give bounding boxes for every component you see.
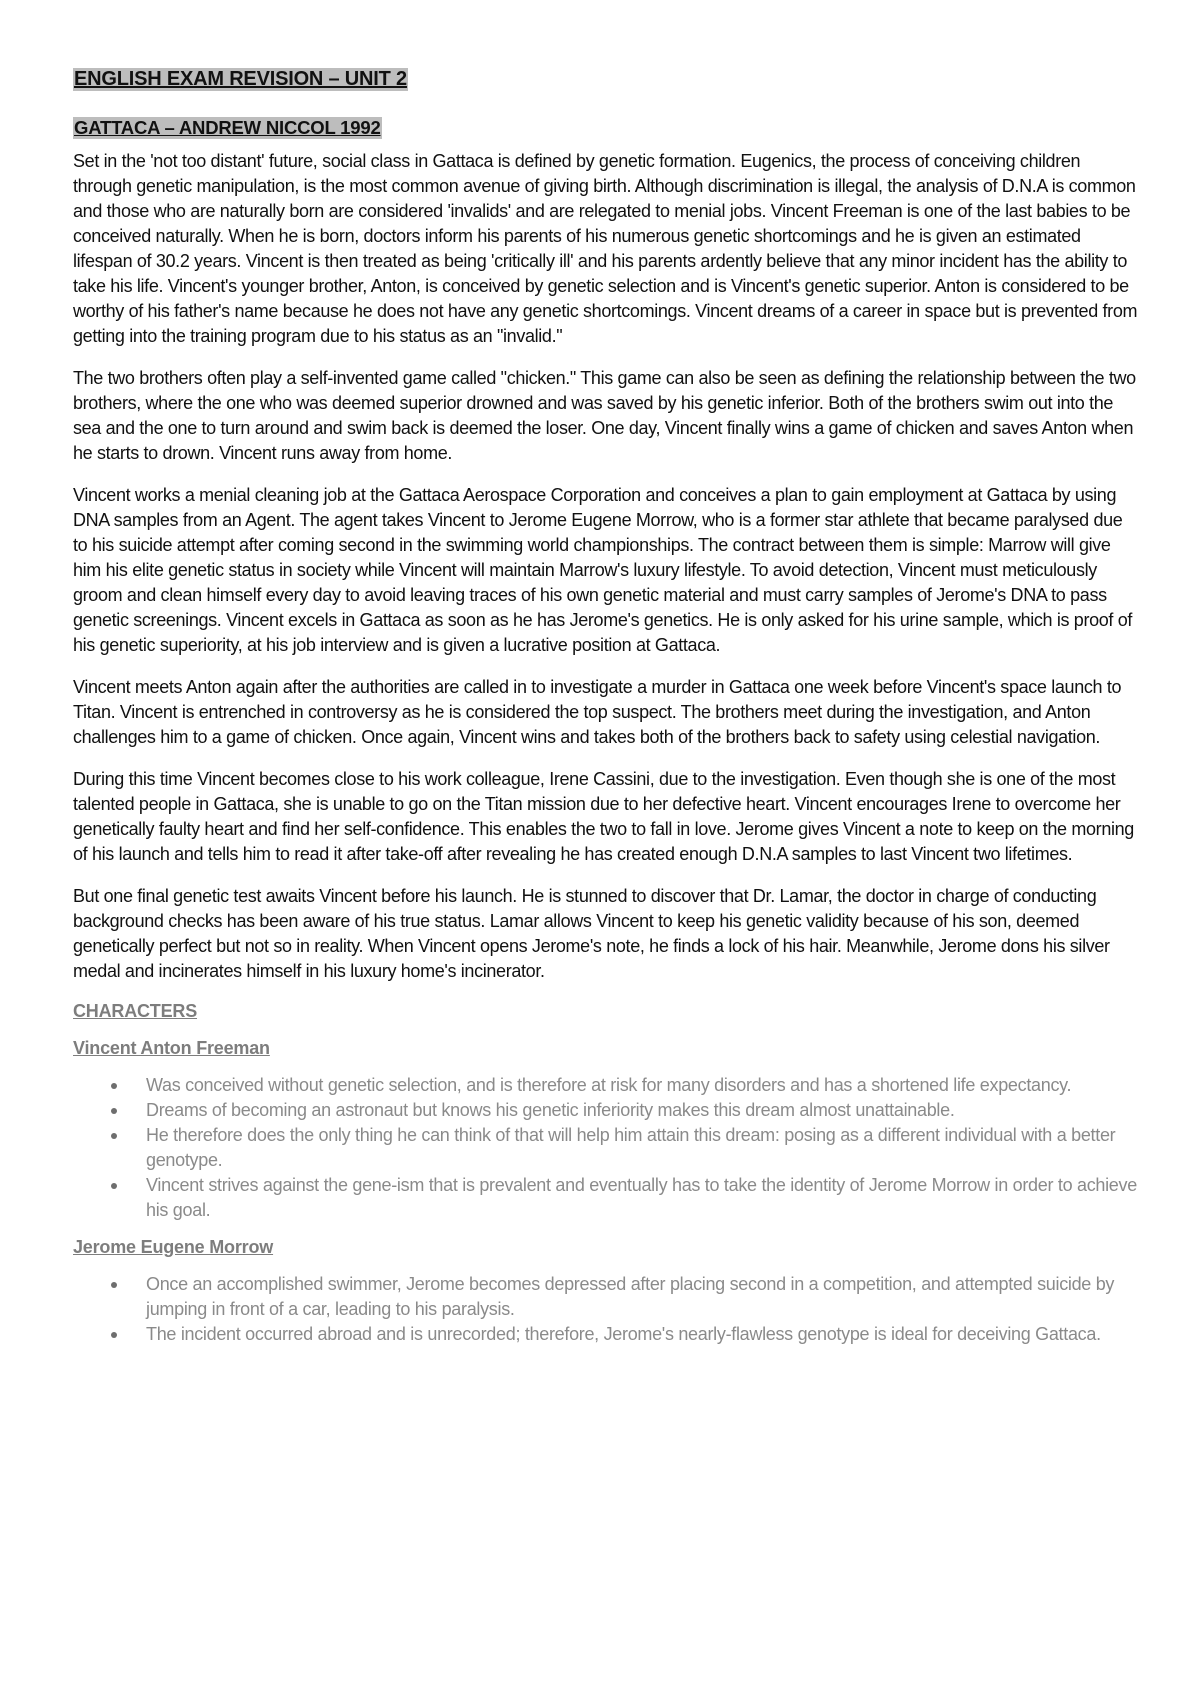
bullet-icon: [111, 1282, 117, 1288]
synopsis-paragraph: But one final genetic test awaits Vincent before his launch. He is stunned to discover that Dr. Lamar, the doctor in charge of conducting background checks has been aware of his true status. Lamar allows Vincent to keep his genetic validity because of his son, deemed genetically perfect but not so in reality. When Vincent opens Jerome's note, he finds a lock of his hair. Meanwhile, Jerome dons his silver medal and incinerates himself in his luxury home's incinerator.: [73, 886, 1110, 981]
bullet-icon: [111, 1083, 117, 1089]
document-page: [73, 68, 1138, 1361]
list-item: [73, 1322, 1138, 1347]
list-item-text: He therefore does the only thing he can think of that will help him attain this dream: posing as a different individual with a better genotype.: [146, 1125, 1116, 1170]
list-item: [73, 1073, 1138, 1098]
character-points-jerome: [73, 1272, 1138, 1347]
list-item: [73, 1173, 1138, 1223]
list-item-text: Once an accomplished swimmer, Jerome becomes depressed after placing second in a competition, and attempted suicide by jumping in front of a car, leading to his paralysis.: [146, 1274, 1115, 1319]
character-name-vincent: Vincent Anton Freeman: [73, 1038, 270, 1058]
synopsis-paragraph: During this time Vincent becomes close to his work colleague, Irene Cassini, due to the investigation. Even though she is one of the most talented people in Gattaca, she is unable to go on the Titan mission due to her defective heart. Vincent encourages Irene to overcome her genetically faulty heart and find her self-confidence. This enables the two to fall in love. Jerome gives Vincent a note to keep on the morning of his launch and tells him to read it after take-off after revealing he has created enough D.N.A samples to last Vincent two lifetimes.: [73, 769, 1134, 864]
list-item-text: Vincent strives against the gene-ism that is prevalent and eventually has to take the identity of Jerome Morrow in order to achieve his goal.: [146, 1175, 1137, 1220]
bullet-icon: [111, 1332, 117, 1338]
characters-heading: CHARACTERS: [73, 1001, 198, 1021]
synopsis-paragraph: Vincent meets Anton again after the authorities are called in to investigate a murder in Gattaca one week before Vincent's space launch to Titan. Vincent is entrenched in controversy as he is considered the top suspect. The brothers meet during the investigation, and Anton challenges him to a game of chicken. Once again, Vincent wins and takes both of the brothers back to safety using celestial navigation.: [73, 677, 1122, 747]
character-points-vincent: [73, 1073, 1138, 1223]
list-item: [73, 1272, 1138, 1322]
bullet-icon: [111, 1133, 117, 1139]
document-subtitle: GATTACA – ANDREW NICCOL 1992: [74, 117, 381, 138]
list-item-text: The incident occurred abroad and is unrecorded; therefore, Jerome's nearly-flawless genotype is ideal for deceiving Gattaca.: [146, 1324, 1101, 1344]
synopsis-paragraph: The two brothers often play a self-invented game called "chicken." This game can also be seen as defining the relationship between the two brothers, where the one who was deemed superior drowned and was saved by his genetic inferior. Both of the brothers swim out into the sea and the one to turn around and swim back is deemed the loser. One day, Vincent finally wins a game of chicken and saves Anton when he starts to drown. Vincent runs away from home.: [73, 368, 1136, 463]
bullet-icon: [111, 1183, 117, 1189]
list-item-text: Dreams of becoming an astronaut but knows his genetic inferiority makes this dream almost unattainable.: [146, 1100, 955, 1120]
list-item: [73, 1123, 1138, 1173]
list-item-text: Was conceived without genetic selection, and is therefore at risk for many disorders and has a shortened life expectancy.: [146, 1075, 1072, 1095]
character-name-jerome: Jerome Eugene Morrow: [73, 1237, 274, 1257]
document-title: ENGLISH EXAM REVISION – UNIT 2: [74, 68, 407, 90]
synopsis-paragraph: Vincent works a menial cleaning job at the Gattaca Aerospace Corporation and conceives a plan to gain employment at Gattaca by using DNA samples from an Agent. The agent takes Vincent to Jerome Eugene Morrow, who is a former star athlete that became paralysed due to his suicide attempt after coming second in the swimming world championships. The contract between them is simple: Marrow will give him his elite genetic status in society while Vincent will maintain Marrow's luxury lifestyle. To avoid detection, Vincent must meticulously groom and clean himself every day to avoid leaving traces of his own genetic material and must carry samples of Jerome's DNA to pass genetic screenings. Vincent excels in Gattaca as soon as he has Jerome's genetics. He is only asked for his urine sample, which is proof of his genetic superiority, at his job interview and is given a lucrative position at Gattaca.: [73, 485, 1133, 655]
synopsis-paragraph: Set in the 'not too distant' future, social class in Gattaca is defined by genetic formation. Eugenics, the process of conceiving children through genetic manipulation, is the most common avenue of giving birth. Although discrimination is illegal, the analysis of D.N.A is common and those who are naturally born are considered 'invalids' and are relegated to menial jobs. Vincent Freeman is one of the last babies to be conceived naturally. When he is born, doctors inform his parents of his numerous genetic shortcomings and he is given an estimated lifespan of 30.2 years. Vincent is then treated as being 'critically ill' and his parents ardently believe that any minor incident has the ability to take his life. Vincent's younger brother, Anton, is conceived by genetic selection and is Vincent's genetic superior. Anton is considered to be worthy of his father's name because he does not have any genetic shortcomings. Vincent dreams of a career in space but is prevented from getting into the training program due to his status as an "invalid.": [73, 151, 1138, 346]
bullet-icon: [111, 1108, 117, 1114]
list-item: [73, 1098, 1138, 1123]
